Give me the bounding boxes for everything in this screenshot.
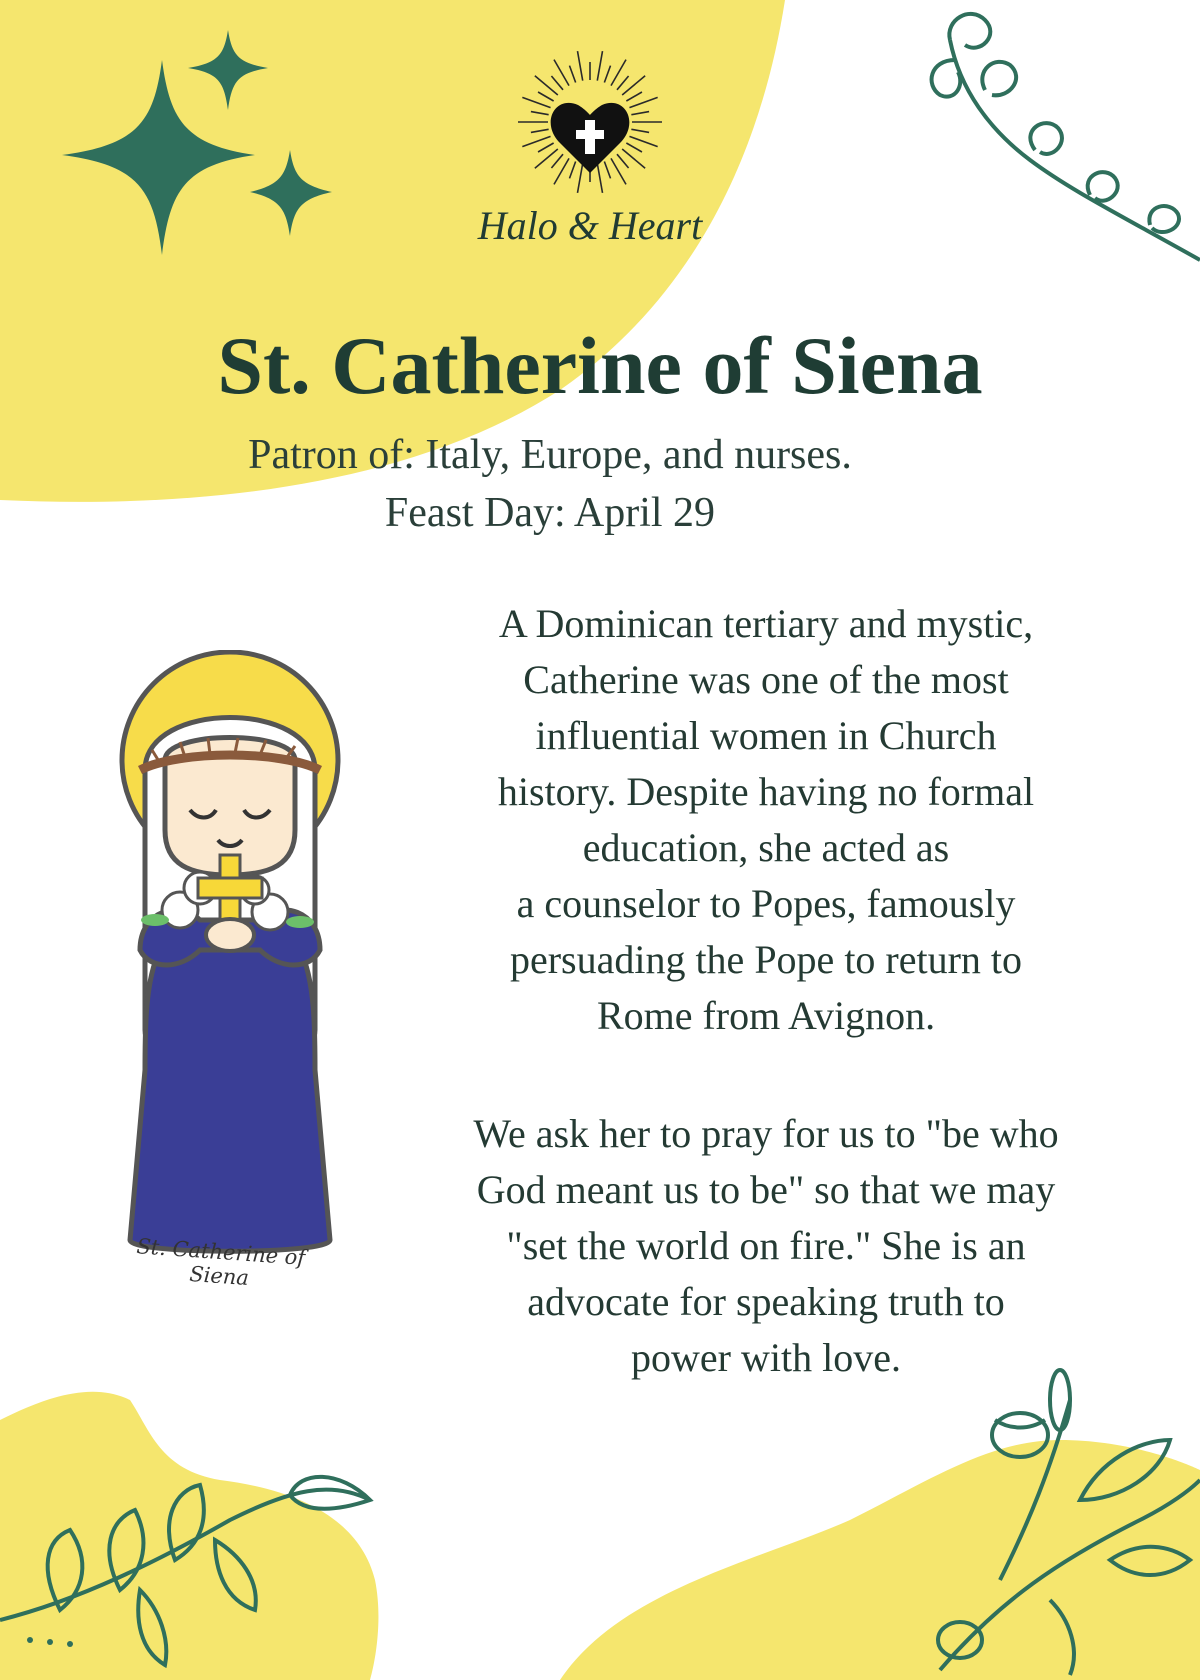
vine-top-right-icon: [932, 14, 1200, 260]
saint-illustration: [100, 650, 360, 1300]
yellow-blob-bottom-left: [0, 1392, 378, 1680]
description-paragraph-2: We ask her to pray for us to "be who God meant us to be" so that we may "set the world on fire." She is an advocate for speaking truth to power with love.: [473, 1111, 1059, 1380]
patron-line: Patron of: Italy, Europe, and nurses.: [248, 432, 852, 478]
feast-day-line: Feast Day: April 29: [384, 490, 716, 536]
page-title: St. Catherine of Siena: [217, 320, 983, 411]
yellow-blob-bottom-right: [560, 1440, 1200, 1680]
illustration-caption: St. Catherine of Siena: [135, 1234, 306, 1291]
brand-logo: [440, 50, 740, 260]
description-paragraph-1: A Dominican tertiary and mystic, Catherine was one of the most influential women in Church history. Despite having no formal education, she acted as a counselor to Popes, famously persuading the Pope to return to Rome from Avignon.: [497, 601, 1035, 1038]
sunburst-heart-icon: [440, 50, 740, 200]
brand-name: Halo & Heart: [477, 203, 703, 248]
